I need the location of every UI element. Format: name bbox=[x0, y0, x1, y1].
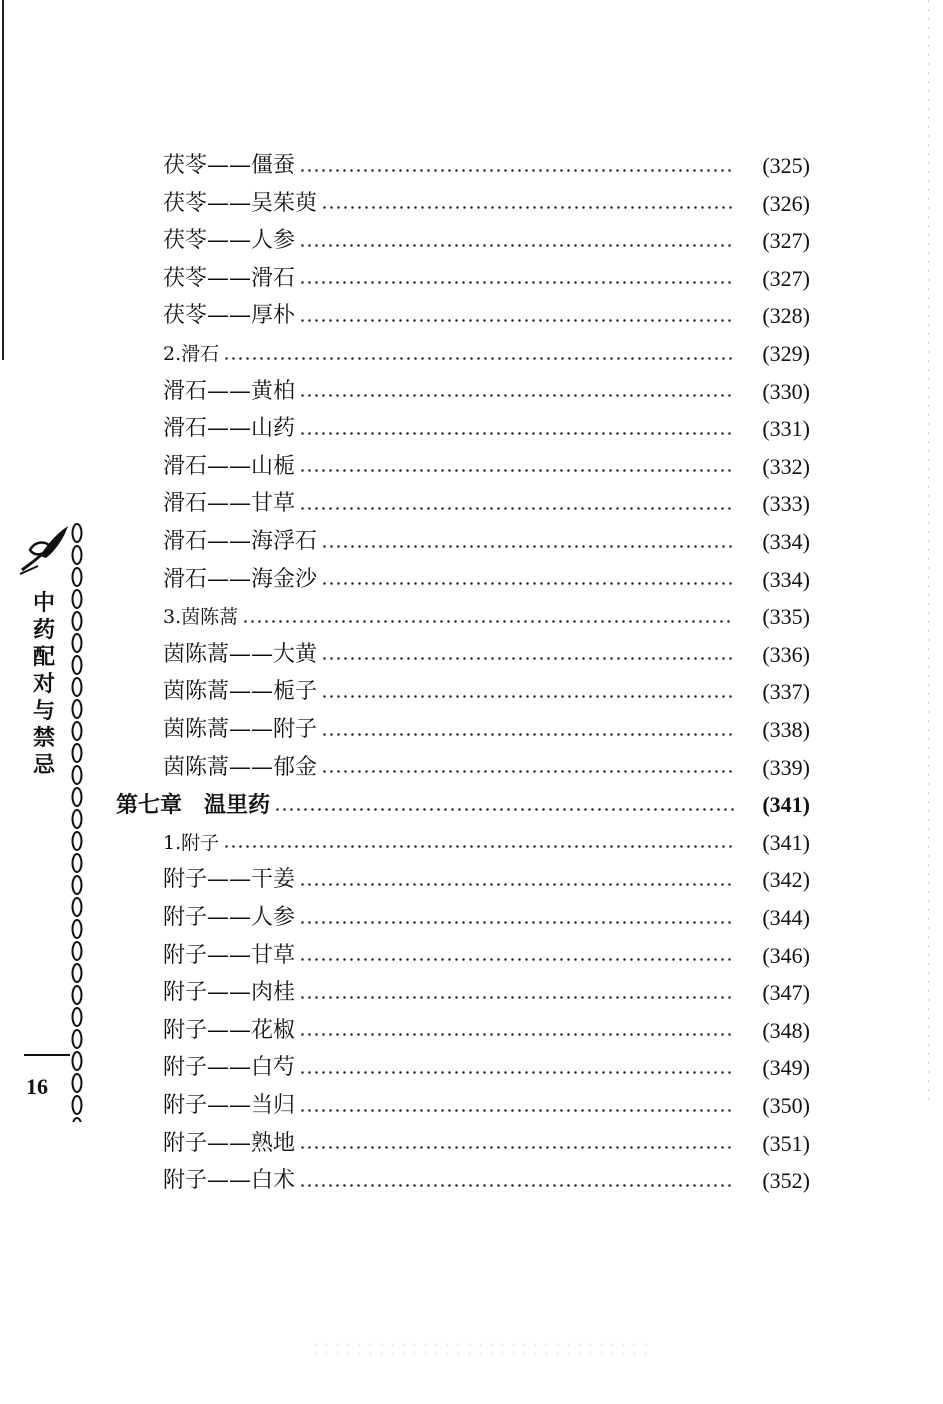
toc-dot-leader bbox=[299, 1033, 734, 1036]
toc-entry-title: 2.滑石 bbox=[163, 343, 220, 365]
toc-page-number: (329) bbox=[762, 341, 810, 366]
toc-entry-row bbox=[163, 712, 810, 748]
toc-entry-row bbox=[163, 1126, 810, 1162]
toc-entry-row bbox=[163, 148, 810, 184]
toc-page-number: (330) bbox=[762, 378, 810, 404]
toc-entry-title: 滑石——海浮石 bbox=[163, 529, 318, 554]
toc-entry-title: 3.茵陈蒿 bbox=[163, 606, 239, 629]
toc-page-number: (333) bbox=[762, 491, 810, 517]
toc-entry-row bbox=[163, 524, 810, 560]
toc-dot-leader bbox=[321, 582, 734, 585]
toc-dot-leader bbox=[299, 432, 734, 435]
toc-entry-title: 附子——白芍 bbox=[163, 1055, 296, 1081]
toc-entry-row bbox=[163, 562, 810, 598]
toc-entry-row bbox=[163, 1050, 810, 1086]
toc-entry-row bbox=[163, 1088, 810, 1124]
toc-entry-title: 附子——甘草 bbox=[163, 942, 296, 968]
toc-page-number: (326) bbox=[762, 190, 810, 216]
page-number: 16 bbox=[26, 1074, 48, 1099]
toc-page-number: (325) bbox=[762, 153, 810, 178]
toc-entry-row bbox=[163, 486, 810, 522]
toc-dot-leader bbox=[299, 394, 734, 397]
toc-entry-title: 附子——人参 bbox=[163, 905, 296, 930]
toc-entry-row bbox=[163, 750, 810, 786]
toc-entry-title: 附子——肉桂 bbox=[163, 980, 296, 1006]
toc-entry-row bbox=[163, 261, 810, 297]
toc-entry-title: 附子——当归 bbox=[163, 1093, 296, 1118]
toc-dot-leader bbox=[299, 169, 734, 172]
toc-page-number: (338) bbox=[762, 717, 810, 742]
toc-dot-leader bbox=[321, 770, 734, 773]
toc-entry-title: 滑石——海金沙 bbox=[163, 566, 318, 592]
toc-dot-leader bbox=[299, 1071, 734, 1074]
toc-entry-title: 茵陈蒿——大黄 bbox=[163, 641, 318, 667]
toc-entry-row bbox=[163, 223, 810, 259]
toc-page-number: (334) bbox=[762, 529, 810, 554]
toc-entry-row bbox=[163, 374, 810, 410]
toc-entry-title: 茯苓——滑石 bbox=[163, 265, 296, 291]
toc-chapter-row bbox=[116, 787, 810, 823]
toc-dot-leader bbox=[223, 845, 734, 848]
toc-page-number: (344) bbox=[762, 905, 810, 930]
toc-page-number: (341) bbox=[762, 829, 810, 855]
toc-page-number: (349) bbox=[762, 1055, 810, 1081]
toc-page-number: (341) bbox=[762, 792, 810, 818]
toc-entry-title: 茵陈蒿——附子 bbox=[163, 717, 318, 742]
toc-dot-leader bbox=[299, 1109, 734, 1112]
toc-dot-leader bbox=[321, 733, 734, 736]
toc-dot-leader bbox=[321, 657, 734, 660]
toc-entry-title: 滑石——甘草 bbox=[163, 491, 296, 517]
toc-dot-leader bbox=[321, 545, 734, 548]
toc-dot-leader bbox=[299, 921, 734, 924]
toc-entry-title: 第七章 温里药 bbox=[116, 792, 271, 819]
toc-dot-leader bbox=[299, 469, 734, 472]
toc-section-row bbox=[163, 336, 810, 372]
toc-page-number: (336) bbox=[762, 641, 810, 667]
toc-entry-row bbox=[163, 900, 810, 936]
toc-dot-leader bbox=[223, 357, 734, 360]
toc-dot-leader bbox=[299, 1184, 734, 1187]
toc-entry-title: 茯苓——吴茱萸 bbox=[163, 190, 318, 216]
toc-page-number: (350) bbox=[762, 1093, 810, 1118]
toc-dot-leader bbox=[299, 244, 734, 247]
toc-page-number: (342) bbox=[762, 867, 810, 893]
quill-pen-icon bbox=[16, 520, 74, 578]
toc-page-number: (339) bbox=[762, 754, 810, 780]
toc-entry-title: 茯苓——人参 bbox=[163, 228, 296, 254]
toc-entry-row bbox=[163, 298, 810, 334]
toc-entry-title: 茵陈蒿——郁金 bbox=[163, 754, 318, 780]
toc-entry-row bbox=[163, 938, 810, 974]
toc-dot-leader bbox=[274, 808, 734, 811]
toc-entry-row bbox=[163, 411, 810, 447]
toc-entry-row bbox=[163, 975, 810, 1011]
toc-entry-title: 附子——干姜 bbox=[163, 867, 296, 893]
book-title-vertical: 中药配对与禁忌 bbox=[32, 591, 55, 778]
toc-page-number: (337) bbox=[762, 679, 810, 705]
toc-page-number: (348) bbox=[762, 1017, 810, 1043]
toc-entry-title: 滑石——黄柏 bbox=[163, 378, 296, 404]
toc-dot-leader bbox=[299, 958, 734, 961]
toc-page-number: (351) bbox=[762, 1130, 810, 1156]
toc-dot-leader bbox=[242, 620, 734, 623]
toc-page-number: (352) bbox=[762, 1168, 810, 1194]
toc-entry-row bbox=[163, 674, 810, 710]
page-number-rule bbox=[24, 1054, 70, 1056]
toc-dot-leader bbox=[299, 883, 734, 886]
toc-entry-row bbox=[163, 449, 810, 485]
toc-dot-leader bbox=[321, 206, 734, 209]
scan-bottom-noise bbox=[310, 1340, 650, 1360]
toc-entry-title: 茵陈蒿——栀子 bbox=[163, 679, 318, 705]
toc-entry-title: 附子——白术 bbox=[163, 1168, 296, 1194]
toc-entry-row bbox=[163, 1013, 810, 1049]
toc-dot-leader bbox=[299, 996, 734, 999]
toc-page-number: (332) bbox=[762, 453, 810, 479]
toc-entry-title: 茯苓——僵蚕 bbox=[163, 153, 296, 178]
toc-page-number: (327) bbox=[762, 265, 810, 291]
toc-dot-leader bbox=[299, 281, 734, 284]
toc-dot-leader bbox=[299, 319, 734, 322]
toc-page-number: (334) bbox=[762, 566, 810, 592]
toc-entry-row bbox=[163, 186, 810, 222]
toc-page-number: (346) bbox=[762, 942, 810, 968]
toc-page-number: (328) bbox=[762, 303, 810, 329]
toc-section-row bbox=[163, 825, 810, 861]
toc-entry-title: 滑石——山药 bbox=[163, 416, 296, 442]
toc-page-number: (335) bbox=[762, 604, 810, 630]
toc-entry-title: 附子——花椒 bbox=[163, 1017, 296, 1043]
toc-dot-leader bbox=[299, 1146, 734, 1149]
toc-entry-title: 茯苓——厚朴 bbox=[163, 303, 296, 329]
toc-entry-title: 1.附子 bbox=[163, 831, 220, 854]
toc-entry-row bbox=[163, 1163, 810, 1199]
toc-dot-leader bbox=[321, 695, 734, 698]
toc-dot-leader bbox=[299, 507, 734, 510]
scan-left-edge bbox=[2, 0, 4, 360]
toc-entry-row bbox=[163, 862, 810, 898]
chain-ornament bbox=[70, 522, 84, 1122]
toc-section-row bbox=[163, 599, 810, 635]
toc-entry-title: 滑石——山栀 bbox=[163, 453, 296, 479]
toc-page-number: (327) bbox=[762, 228, 810, 254]
toc-entry-title: 附子——熟地 bbox=[163, 1130, 296, 1156]
toc-entry-row bbox=[163, 637, 810, 673]
toc-page-number: (347) bbox=[762, 980, 810, 1006]
toc-page-number: (331) bbox=[762, 416, 810, 442]
scan-right-speckle bbox=[928, 0, 929, 1100]
